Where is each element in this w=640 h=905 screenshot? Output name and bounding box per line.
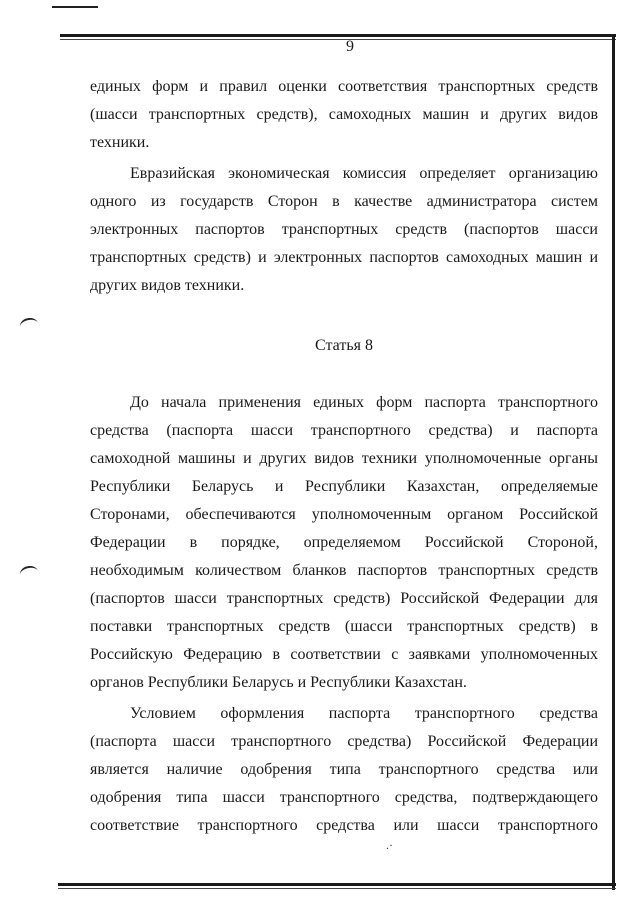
text-line: Сторонами, обеспечиваются уполномоченным органом Российской: [90, 506, 598, 523]
page-number: 9: [346, 38, 354, 55]
scan-artifact-line: [52, 6, 98, 8]
page-border-top: [60, 34, 616, 37]
paragraph-article-8: [90, 389, 598, 697]
text-line: поставки транспортных средств (шасси транспортных средств) в: [90, 618, 598, 635]
page-border-bottom-inner: [58, 888, 616, 889]
punch-hole-mark: [19, 564, 40, 581]
text-line: средства (паспорта шасси транспортного средства) и паспорта: [90, 422, 598, 439]
text-line: Евразийская экономическая комиссия определяет организацию: [130, 165, 598, 182]
text-line: необходимым количеством бланков паспортов транспортных средств: [90, 562, 598, 579]
scan-speck: .·: [386, 838, 393, 852]
text-line: До начала применения единых форм паспорта транспортного: [130, 394, 598, 411]
text-line: (паспорта шасси транспортного средства) Российской Федерации: [90, 733, 598, 750]
article-heading: Статья 8: [315, 337, 373, 354]
text-line: других видов техники.: [90, 277, 245, 294]
text-line: одобрения типа шасси транспортного средства, подтверждающего: [90, 789, 598, 806]
text-line: самоходной машины и других видов техники уполномоченные органы: [90, 450, 598, 467]
text-line: органов Республики Беларусь и Республики Казахстан.: [90, 674, 467, 691]
paragraph-condition: [90, 700, 598, 840]
paragraph-commission: [90, 160, 598, 300]
text-line: (шасси транспортных средств), самоходных машин и других видов: [90, 106, 598, 123]
text-line: соответствие транспортного средства или шасси транспортного: [90, 817, 598, 834]
text-line: транспортных средств) и электронных паспортов самоходных машин и: [90, 249, 598, 266]
text-line: (паспортов шасси транспортных средств) Российской Федерации для: [90, 590, 598, 607]
page-border-right: [612, 34, 615, 890]
text-line: Российскую Федерацию в соответствии с заявками уполномоченных: [90, 646, 598, 663]
text-line: Республики Беларусь и Республики Казахстан, определяемые: [90, 478, 598, 495]
text-line: Условием оформления паспорта транспортного средства: [130, 705, 598, 722]
page-border-bottom: [58, 883, 616, 886]
punch-hole-mark: [19, 316, 40, 333]
text-line: одного из государств Сторон в качестве администратора систем: [90, 193, 598, 210]
text-line: Федерации в порядке, определяемом Российской Стороной,: [90, 534, 598, 551]
paragraph-continuation: [90, 73, 598, 157]
text-line: единых форм и правил оценки соответствия транспортных средств: [90, 78, 598, 95]
text-line: техники.: [90, 134, 150, 151]
text-line: является наличие одобрения типа транспортного средства или: [90, 761, 598, 778]
text-line: электронных паспортов транспортных средств (паспортов шасси: [90, 221, 598, 238]
